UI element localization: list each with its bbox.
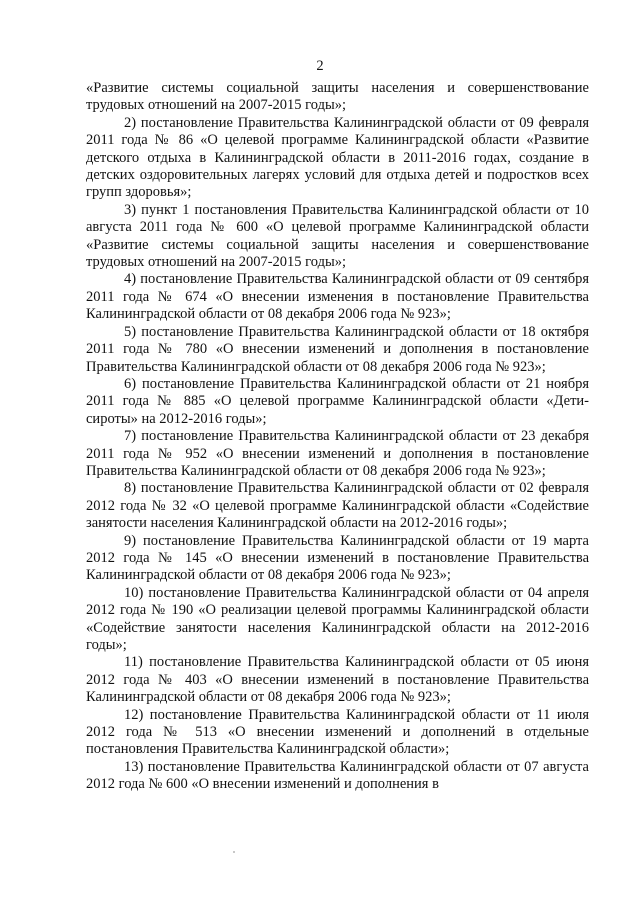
paragraph-item-2: 2) постановление Правительства Калининградской области от 09 февраля 2011 года № 86 «О целевой программе Калининградской области «Развитие детского отдыха в Калининградской области в 2011-2016 годах, создание в детских оздоровительных лагерях условий для отдыха детей и подростков всех групп здоровья»; (86, 114, 589, 201)
paragraph-item-10: 10) постановление Правительства Калининградской области от 04 апреля 2012 года № 190 «О реализации целевой программы Калининградской области «Содействие занятости населения Калининградской области на 2012-2016 годы»; (86, 584, 589, 653)
paragraph-item-6: 6) постановление Правительства Калининградской области от 21 ноября 2011 года № 885 «О целевой программе Калининградской области «Дети-сироты» на 2012-2016 годы»; (86, 375, 589, 427)
paragraph-item-11: 11) постановление Правительства Калининградской области от 05 июня 2012 года № 403 «О внесении изменений в постановление Правительства Калининградской области от 08 декабря 2006 года № 923»; (86, 654, 589, 706)
scan-artifact (233, 851, 235, 853)
paragraph-item-9: 9) постановление Правительства Калининградской области от 19 марта 2012 года № 145 «О внесении изменений в постановление Правительства Калининградской области от 08 декабря 2006 года № 923»; (86, 532, 589, 584)
paragraph-item-8: 8) постановление Правительства Калининградской области от 02 февраля 2012 года № 32 «О целевой программе Калининградской области «Содействие занятости населения Калининградской области на 2012-2016 годы»; (86, 480, 589, 532)
paragraph-item-13: 13) постановление Правительства Калининградской области от 07 августа 2012 года № 600 «О внесении изменений и дополнения в (86, 758, 589, 793)
paragraph-item-3: 3) пункт 1 постановления Правительства Калининградской области от 10 августа 2011 года № 600 «О целевой программе Калининградской области «Развитие системы социальной защиты населения и совершенствование трудовых отношений на 2007-2015 годы»; (86, 201, 589, 271)
paragraph-continuation: «Развитие системы социальной защиты населения и совершенствование трудовых отношений на 2007-2015 годы»; (86, 80, 589, 114)
paragraph-item-7: 7) постановление Правительства Калининградской области от 23 декабря 2011 года № 952 «О внесении изменений и дополнения в постановление Правительства Калининградской области от 08 декабря 2006 года № 923»; (86, 428, 589, 479)
paragraph-item-5: 5) постановление Правительства Калининградской области от 18 октября 2011 года № 780 «О внесении изменений и дополнения в постановление Правительства Калининградской области от 08 декабря 2006 года № 923»; (86, 323, 589, 375)
page-number: 2 (316, 58, 324, 74)
paragraph-item-4: 4) постановление Правительства Калининградской области от 09 сентября 2011 года № 674 «О внесении изменения в постановление Правительства Калининградской области от 08 декабря 2006 года № 923»; (86, 271, 589, 323)
paragraph-item-12: 12) постановление Правительства Калининградской области от 11 июля 2012 года № 513 «О внесении изменений и дополнений в отдельные постановления Правительства Калининградской области»; (86, 706, 589, 758)
document-body (86, 80, 589, 794)
